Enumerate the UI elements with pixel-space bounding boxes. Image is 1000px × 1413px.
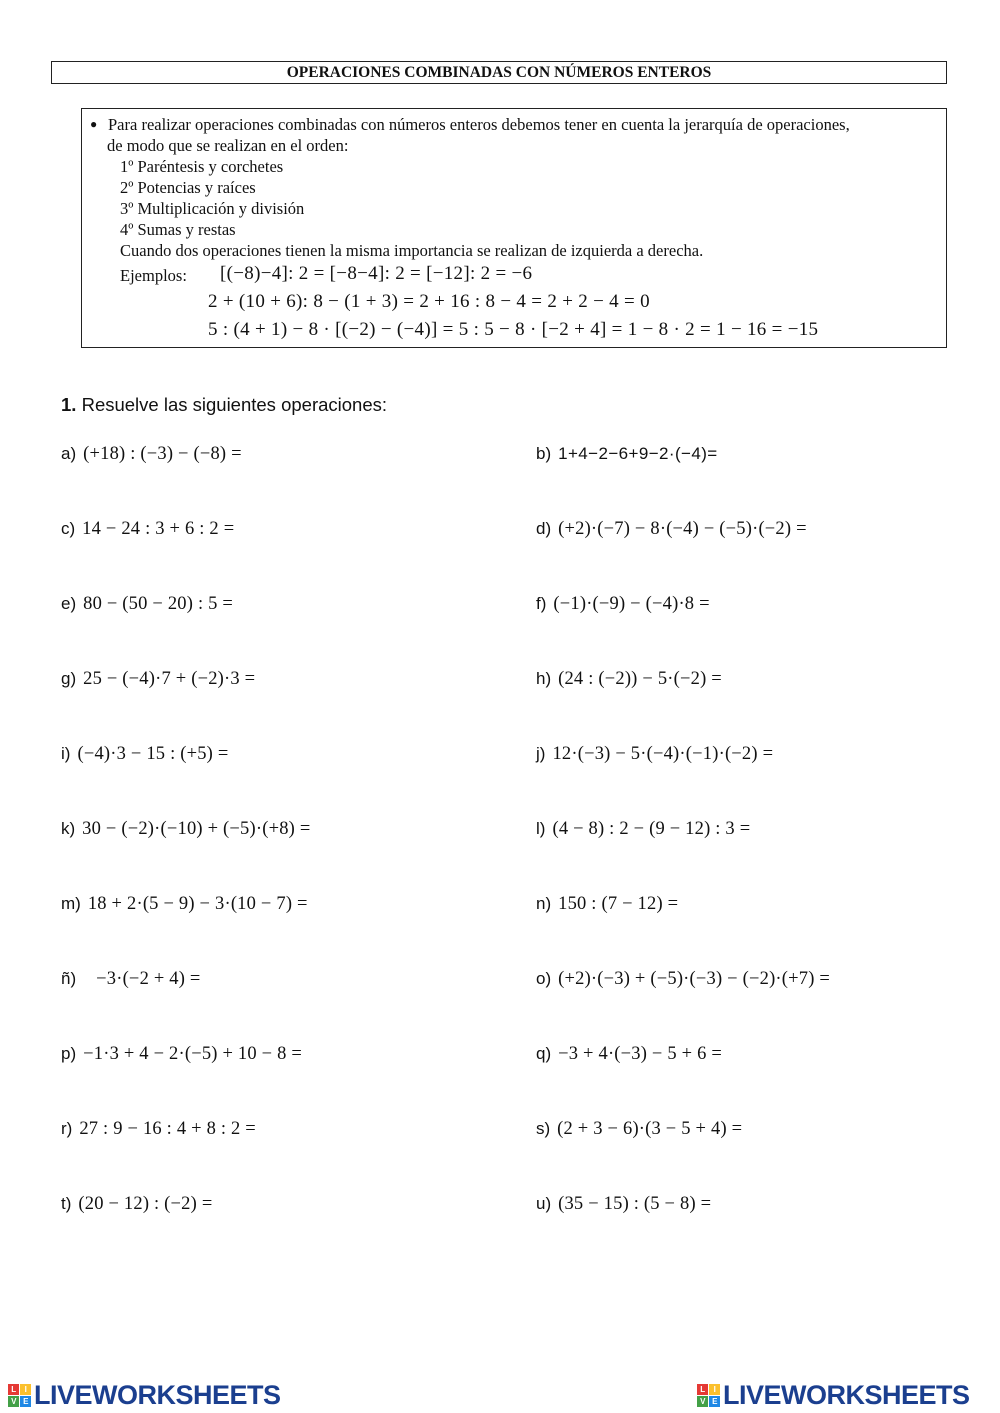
exercise-p: p) −1·3 + 4 − 2·(−5) + 10 − 8 =	[61, 1044, 303, 1064]
exercise-k: k) 30 − (−2)·(−10) + (−5)·(+8) =	[61, 819, 311, 839]
order-item: 3º Multiplicación y división	[120, 199, 305, 218]
section-number: 1.	[61, 394, 77, 415]
bullet-icon: ●	[90, 117, 98, 131]
exercise-q: q) −3 + 4·(−3) − 5 + 6 =	[536, 1044, 723, 1064]
exercise-m: m) 18 + 2·(5 − 9) − 3·(10 − 7) =	[61, 894, 308, 914]
example-1: [(−8)−4]: 2 = [−8−4]: 2 = [−12]: 2 = −6	[220, 263, 533, 284]
exercise-f: f) (−1)·(−9) − (−4)·8 =	[536, 594, 710, 614]
intro-line-2: de modo que se realizan en el orden:	[107, 136, 349, 155]
exercise-e: e) 80 − (50 − 20) : 5 =	[61, 594, 234, 614]
exercise-g: g) 25 − (−4)·7 + (−2)·3 =	[61, 669, 256, 689]
exercise-a: a) (+18) : (−3) − (−8) =	[61, 444, 242, 464]
exercise-c: c) 14 − 24 : 3 + 6 : 2 =	[61, 519, 235, 539]
order-item: 2º Potencias y raíces	[120, 178, 256, 197]
examples-label: Ejemplos:	[120, 266, 187, 285]
worksheet-title: OPERACIONES COMBINADAS CON NÚMEROS ENTEROS	[51, 61, 947, 84]
example-3: 5 : (4 + 1) − 8 · [(−2) − (−4)] = 5 : 5 − 8 · [−2 + 4] = 1 − 8 · 2 = 1 − 16 = −15	[208, 319, 819, 340]
liveworksheets-logo-left[interactable]	[8, 1378, 281, 1412]
exercise-enye: ñ) −3·(−2 + 4) =	[61, 969, 201, 989]
exercise-d: d) (+2)·(−7) − 8·(−4) − (−5)·(−2) =	[536, 519, 807, 539]
logo-squares-icon: L I V E	[8, 1384, 31, 1407]
brand-text: LIVEWORKSHEETS	[723, 1379, 970, 1410]
section-heading	[61, 394, 387, 416]
rule-note: Cuando dos operaciones tienen la misma importancia se realizan de izquierda a derecha.	[120, 241, 704, 260]
logo-squares-icon: L I V E	[697, 1384, 720, 1407]
exercise-j: j) 12·(−3) − 5·(−4)·(−1)·(−2) =	[536, 744, 774, 764]
rules-box	[81, 108, 947, 348]
exercise-b: b) 1+4−2−6+9−2·(−4)=	[536, 444, 718, 463]
liveworksheets-logo-right[interactable]	[697, 1378, 970, 1412]
exercise-l: l) (4 − 8) : 2 − (9 − 12) : 3 =	[536, 819, 751, 839]
order-item: 4º Sumas y restas	[120, 220, 236, 239]
exercise-r: r) 27 : 9 − 16 : 4 + 8 : 2 =	[61, 1119, 256, 1139]
exercise-o: o) (+2)·(−3) + (−5)·(−3) − (−2)·(+7) =	[536, 969, 831, 989]
brand-text: LIVEWORKSHEETS	[34, 1379, 281, 1410]
exercise-h: h) (24 : (−2)) − 5·(−2) =	[536, 669, 722, 689]
section-text: Resuelve las siguientes operaciones:	[76, 394, 388, 415]
exercise-s: s) (2 + 3 − 6)·(3 − 5 + 4) =	[536, 1119, 743, 1139]
exercise-i: i) (−4)·3 − 15 : (+5) =	[61, 744, 229, 764]
exercise-t: t) (20 − 12) : (−2) =	[61, 1194, 213, 1214]
example-2: 2 + (10 + 6): 8 − (1 + 3) = 2 + 16 : 8 − 4 = 2 + 2 − 4 = 0	[208, 291, 650, 312]
exercise-n: n) 150 : (7 − 12) =	[536, 894, 679, 914]
exercise-u: u) (35 − 15) : (5 − 8) =	[536, 1194, 712, 1214]
intro-line-1: ● Para realizar operaciones combinadas con números enteros debemos tener en cuenta la jerarquía de operaciones,	[90, 115, 850, 134]
order-item: 1º Paréntesis y corchetes	[120, 157, 284, 176]
